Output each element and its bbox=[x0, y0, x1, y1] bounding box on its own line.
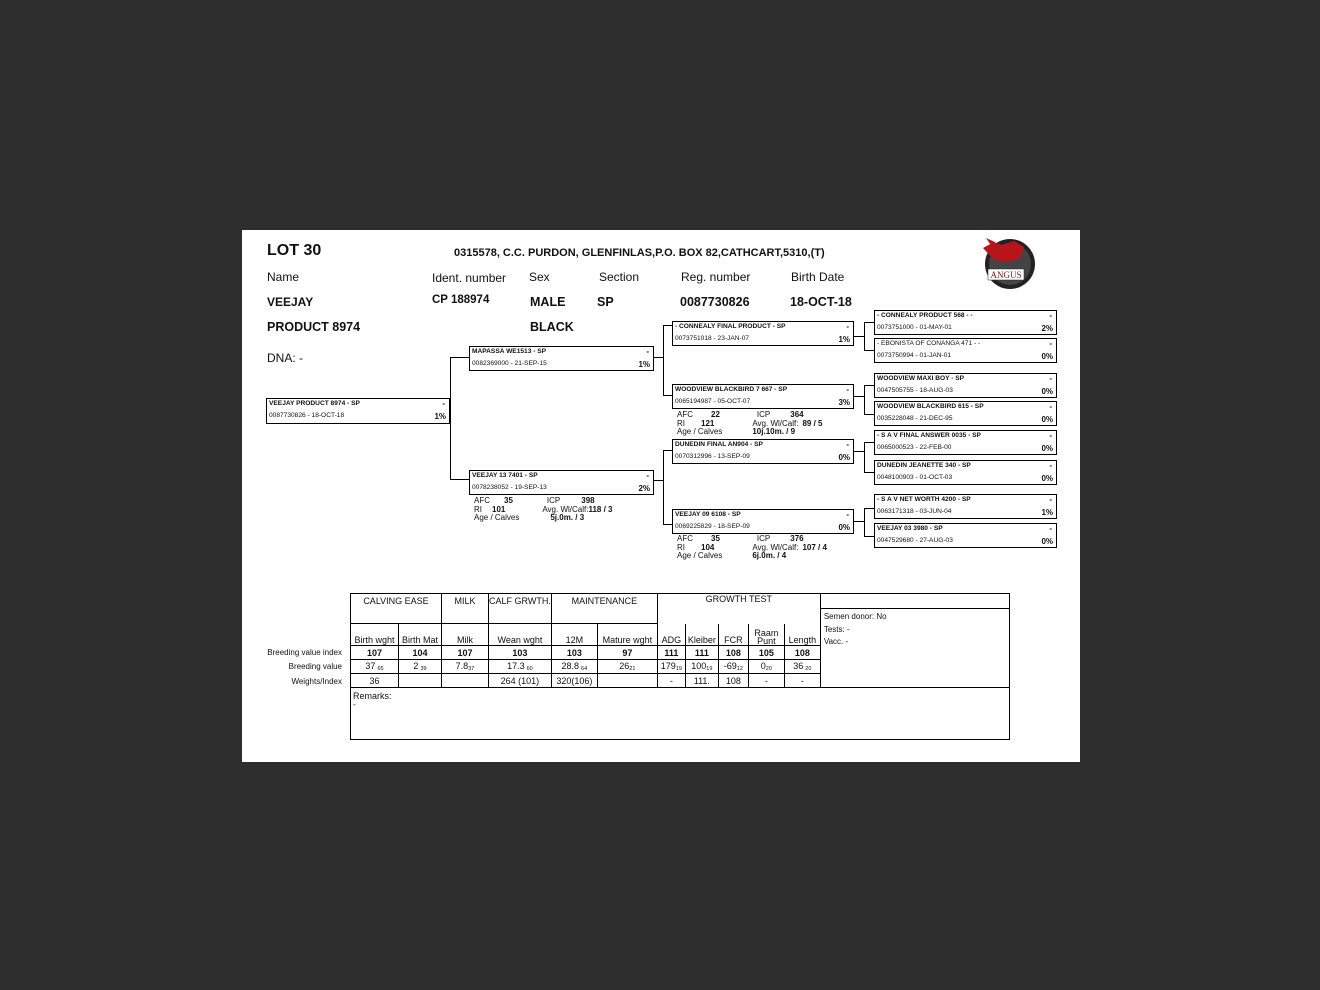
stat-value: 376 bbox=[790, 534, 804, 543]
pedigree-sds bbox=[874, 373, 1057, 398]
value-cell bbox=[399, 660, 442, 674]
reg-header: Reg. number bbox=[681, 270, 751, 284]
semen-panel bbox=[820, 594, 1009, 688]
pedigree-sire-dam bbox=[672, 384, 854, 409]
value-text: 36 bbox=[793, 661, 804, 671]
stat-value: 6j.0m. / 4 bbox=[752, 551, 787, 560]
accuracy: 20 bbox=[805, 666, 812, 672]
pedigree-pct: 1% bbox=[838, 335, 850, 344]
animal-sex: MALE bbox=[530, 295, 566, 309]
pedigree-dash: - bbox=[646, 347, 649, 356]
pedigree-name: - CONNEALY FINAL PRODUCT - SP bbox=[675, 323, 786, 330]
pedigree-pct: 0% bbox=[1041, 387, 1053, 396]
value-cell bbox=[597, 660, 657, 674]
col-kleiber: Kleiber bbox=[685, 624, 718, 646]
accuracy: 12 bbox=[736, 666, 743, 672]
pedigree-name: VEEJAY 09 6108 - SP bbox=[675, 511, 741, 518]
pedigree-pct: 2% bbox=[1041, 324, 1053, 333]
pedigree-sire bbox=[469, 346, 654, 371]
col-mature-wght: Mature wght bbox=[597, 624, 657, 646]
col-adg: ADG bbox=[657, 624, 685, 646]
weights-cell: - bbox=[748, 674, 784, 688]
stat-value: 364 bbox=[790, 410, 804, 419]
weights-cell: - bbox=[784, 674, 820, 688]
pedigree-detail: 0073751000 - 01-MAY-01 bbox=[877, 324, 952, 331]
value-text: 17.3 bbox=[507, 661, 525, 671]
dam-dam-stats bbox=[677, 535, 827, 561]
lot-number: LOT 30 bbox=[267, 242, 322, 259]
pedigree-detail: 0048100903 - 01-OCT-03 bbox=[877, 474, 953, 481]
pedigree-name: VEEJAY 03 3980 - SP bbox=[877, 525, 943, 532]
pedigree-dss bbox=[874, 430, 1057, 455]
row-label-value: Breeding value bbox=[288, 662, 342, 671]
accuracy: 19 bbox=[675, 666, 682, 672]
row-label-weights: Weights/Index bbox=[291, 677, 342, 686]
weights-cell bbox=[442, 674, 489, 688]
index-cell: 103 bbox=[489, 646, 552, 660]
sire-dam-stats bbox=[677, 411, 822, 437]
pedigree-dam-sire bbox=[672, 439, 854, 464]
pedigree-detail: 0035228048 - 21-DEC-95 bbox=[877, 415, 953, 422]
pedigree-name: - CONNEALY PRODUCT 568 - - bbox=[877, 312, 973, 319]
index-cell: 111 bbox=[657, 646, 685, 660]
col-milk: Milk bbox=[442, 624, 489, 646]
accuracy: 37 bbox=[468, 666, 475, 672]
weights-cell: - bbox=[657, 674, 685, 688]
col-length: Length bbox=[784, 624, 820, 646]
index-cell: 103 bbox=[551, 646, 597, 660]
pedigree-sdd bbox=[874, 401, 1057, 426]
pedigree-dash: - bbox=[846, 385, 849, 394]
pedigree-ssd bbox=[874, 338, 1057, 363]
value-text: 2 bbox=[413, 661, 419, 671]
pedigree-pct: 0% bbox=[838, 453, 850, 462]
value-cell bbox=[718, 660, 748, 674]
pedigree-dash: - bbox=[646, 471, 649, 480]
value-cell bbox=[442, 660, 489, 674]
stat-value: 22 bbox=[711, 410, 720, 419]
index-cell: 97 bbox=[597, 646, 657, 660]
pedigree-dam-dam bbox=[672, 509, 854, 534]
pedigree-detail: 0069225829 - 18-SEP-09 bbox=[675, 523, 750, 530]
stat-label: AFC bbox=[677, 534, 693, 543]
stat-label: RI bbox=[677, 418, 685, 428]
pedigree-pct: 0% bbox=[1041, 444, 1053, 453]
animal-colour: BLACK bbox=[530, 320, 574, 334]
angus-bull-logo-icon bbox=[980, 236, 1036, 290]
accuracy: 21 bbox=[629, 666, 636, 672]
pedigree-dash: - bbox=[1049, 374, 1052, 383]
tests: Tests: - bbox=[823, 624, 850, 634]
pedigree-name: WOODVIEW MAXI BOY - SP bbox=[877, 375, 965, 382]
stat-label: Avg. Wl/Calf: bbox=[542, 504, 589, 514]
stat-value: 5j.0m. / 3 bbox=[550, 513, 585, 522]
stat-value: 398 bbox=[581, 496, 595, 505]
pedigree-pct: 1% bbox=[638, 360, 650, 369]
pedigree-name: - S A V FINAL ANSWER 0035 - SP bbox=[877, 432, 981, 439]
row-label-index: Breeding value index bbox=[267, 648, 342, 657]
logo-text: ANGUS bbox=[990, 270, 1022, 280]
pedigree-detail: 0047529680 - 27-AUG-03 bbox=[877, 537, 953, 544]
stat-label: ICP bbox=[756, 534, 771, 543]
value-cell bbox=[748, 660, 784, 674]
pedigree-pct: 1% bbox=[1041, 508, 1053, 517]
stat-label: Avg. Wl/Calf: bbox=[752, 542, 799, 552]
pedigree-pct: 0% bbox=[1041, 474, 1053, 483]
pedigree-detail: 0087730826 - 18-OCT-18 bbox=[269, 412, 345, 419]
pedigree-detail: 0047505755 - 18-AUG-03 bbox=[877, 387, 953, 394]
stat-value: 101 bbox=[492, 504, 506, 514]
accuracy: 60 bbox=[526, 666, 533, 672]
animal-ident: CP 188974 bbox=[432, 294, 490, 306]
pedigree-detail: 0063171318 - 03-JUN-04 bbox=[877, 508, 952, 515]
index-cell: 107 bbox=[351, 646, 399, 660]
pedigree-name: MAPASSA WE1513 - SP bbox=[472, 348, 547, 355]
pedigree-dash: - bbox=[1049, 461, 1052, 470]
index-cell: 105 bbox=[748, 646, 784, 660]
stat-value: 35 bbox=[504, 496, 513, 505]
value-cell bbox=[784, 660, 820, 674]
pedigree-detail: 0073750994 - 01-JAN-01 bbox=[877, 352, 952, 359]
animal-name-2: PRODUCT 8974 bbox=[267, 320, 361, 334]
stat-value: 35 bbox=[711, 534, 720, 543]
dam-stats bbox=[474, 497, 612, 523]
pedigree-dsd bbox=[874, 460, 1057, 485]
value-text: 28.8 bbox=[561, 661, 580, 671]
accuracy: 20 bbox=[765, 666, 772, 672]
pedigree-name: VEEJAY 13 7401 - SP bbox=[472, 472, 538, 479]
pedigree-pct: 1% bbox=[434, 412, 446, 421]
pedigree-dash: - bbox=[846, 440, 849, 449]
pedigree-pct: 0% bbox=[838, 523, 850, 532]
stat-label: RI bbox=[474, 504, 482, 514]
value-cell bbox=[489, 660, 552, 674]
weights-cell: 108 bbox=[718, 674, 748, 688]
pedigree-name: DUNEDIN FINAL AN904 - SP bbox=[675, 441, 763, 448]
group-growth-test: GROWTH TEST bbox=[657, 594, 820, 624]
pedigree-name: VEEJAY PRODUCT 8974 - SP bbox=[269, 400, 360, 407]
pedigree-detail: 0082369000 - 21-SEP-15 bbox=[472, 360, 547, 367]
col-birth-wght: Birth wght bbox=[351, 624, 399, 646]
index-cell: 108 bbox=[784, 646, 820, 660]
pedigree-name: WOODVIEW BLACKBIRD 7 667 - SP bbox=[675, 386, 788, 393]
group-maintenance: MAINTENANCE bbox=[551, 594, 657, 624]
group-calving-ease: CALVING EASE bbox=[351, 594, 442, 624]
name-header: Name bbox=[267, 270, 300, 284]
breeder-info: 0315578, C.C. PURDON, GLENFINLAS,P.O. BOX 82,CATHCART,5310,(T) bbox=[454, 247, 825, 259]
ebv-table bbox=[350, 593, 1010, 740]
birth-header: Birth Date bbox=[791, 270, 845, 284]
stat-value: 10j.10m. / 9 bbox=[752, 427, 796, 436]
stat-value: 121 bbox=[701, 418, 715, 428]
accuracy: 65 bbox=[377, 666, 384, 672]
pedigree-detail: 0070312996 - 13-SEP-09 bbox=[675, 453, 750, 460]
col-wean-wght: Wean wght bbox=[489, 624, 552, 646]
group-calf-growth: CALF GRWTH. bbox=[489, 594, 552, 624]
pedigree-self bbox=[266, 398, 450, 424]
group-milk: MILK bbox=[442, 594, 489, 624]
stat-label: AFC bbox=[474, 496, 490, 505]
stat-label: Age / Calves bbox=[677, 551, 723, 560]
pedigree-name: DUNEDIN JEANETTE 340 - SP bbox=[877, 462, 971, 469]
index-cell: 111 bbox=[685, 646, 718, 660]
pedigree-dash: - bbox=[846, 322, 849, 331]
pedigree-dash: - bbox=[1049, 495, 1052, 504]
pedigree-pct: 3% bbox=[838, 398, 850, 407]
weights-cell: 111. bbox=[685, 674, 718, 688]
pedigree-dash: - bbox=[1049, 339, 1052, 348]
value-text: 26 bbox=[619, 661, 630, 671]
stat-value: 89 / 5 bbox=[802, 418, 823, 428]
pedigree-sss bbox=[874, 310, 1057, 335]
weights-cell bbox=[597, 674, 657, 688]
ident-header: Ident. number bbox=[432, 271, 507, 285]
pedigree-pct: 0% bbox=[1041, 537, 1053, 546]
remarks-text: - bbox=[353, 700, 356, 709]
col-birth-mat: Birth Mat bbox=[399, 624, 442, 646]
stat-label: AFC bbox=[677, 410, 693, 419]
value-cell bbox=[657, 660, 685, 674]
remarks-label: Remarks: bbox=[353, 691, 392, 701]
pedigree-pct: 2% bbox=[638, 484, 650, 493]
pedigree-dash: - bbox=[1049, 524, 1052, 533]
stat-value: 118 / 3 bbox=[588, 504, 613, 514]
accuracy: 39 bbox=[420, 666, 427, 672]
value-cell bbox=[351, 660, 399, 674]
weights-cell: 264 (101) bbox=[489, 674, 552, 688]
pedigree-detail: 0065000523 - 22-FEB-00 bbox=[877, 444, 952, 451]
value-text: 179 bbox=[660, 661, 676, 671]
value-text: 0 bbox=[760, 661, 766, 671]
weights-cell: 320(106) bbox=[551, 674, 597, 688]
section-header: Section bbox=[599, 270, 640, 284]
accuracy: 19 bbox=[706, 666, 713, 672]
animal-birth: 18-OCT-18 bbox=[790, 295, 852, 309]
stat-label: ICP bbox=[546, 496, 561, 505]
pedigree-ddd bbox=[874, 523, 1057, 548]
pedigree-name: WOODVIEW BLACKBIRD 615 - SP bbox=[877, 403, 984, 410]
dna-label: DNA: - bbox=[267, 351, 303, 365]
pedigree-detail: 0065194987 - 05-OCT-07 bbox=[675, 398, 751, 405]
value-text: -69 bbox=[723, 661, 737, 671]
animal-reg: 0087730826 bbox=[680, 295, 750, 309]
index-cell: 107 bbox=[442, 646, 489, 660]
pedigree-dash: - bbox=[846, 510, 849, 519]
animal-section: SP bbox=[597, 295, 614, 309]
stat-label: Age / Calves bbox=[677, 427, 723, 436]
col-12m: 12M bbox=[551, 624, 597, 646]
pedigree-dash: - bbox=[1049, 311, 1052, 320]
vacc: Vacc. - bbox=[823, 637, 849, 646]
value-cell bbox=[551, 660, 597, 674]
sex-header: Sex bbox=[529, 270, 550, 284]
weights-cell bbox=[399, 674, 442, 688]
col-raam-punt: Raam Punt bbox=[748, 624, 784, 646]
pedigree-name: - EBONISTA OF CONANGA 471 - - bbox=[877, 340, 981, 347]
pedigree-detail: 0073751018 - 23-JAN-07 bbox=[675, 335, 750, 342]
col-fcr: FCR bbox=[718, 624, 748, 646]
animal-name-1: VEEJAY bbox=[267, 295, 314, 309]
remarks-box bbox=[351, 688, 1010, 740]
stat-label: Avg. Wl/Calf: bbox=[752, 418, 799, 428]
pedigree-name: - S A V NET WORTH 4200 - SP bbox=[877, 496, 971, 503]
stat-label: ICP bbox=[756, 410, 771, 419]
stat-value: 104 bbox=[701, 542, 715, 552]
pedigree-sire-sire bbox=[672, 321, 854, 346]
value-text: 100 bbox=[691, 661, 707, 671]
stat-label: RI bbox=[677, 542, 685, 552]
semen-donor: Semen donor: No bbox=[823, 612, 887, 621]
pedigree-detail: 0078238052 - 19-SEP-13 bbox=[472, 484, 547, 491]
pedigree-dash: - bbox=[1049, 402, 1052, 411]
index-cell: 104 bbox=[399, 646, 442, 660]
value-cell bbox=[685, 660, 718, 674]
pedigree-dash: - bbox=[442, 399, 445, 408]
value-text: 7.8 bbox=[455, 661, 469, 671]
pedigree-pct: 0% bbox=[1041, 352, 1053, 361]
accuracy: 64 bbox=[581, 666, 588, 672]
weights-cell: 36 bbox=[351, 674, 399, 688]
stat-value: 107 / 4 bbox=[802, 542, 827, 552]
pedigree-sheet bbox=[242, 230, 1080, 762]
stat-label: Age / Calves bbox=[474, 513, 520, 522]
value-text: 37 bbox=[365, 661, 376, 671]
pedigree-pct: 0% bbox=[1041, 415, 1053, 424]
index-cell: 108 bbox=[718, 646, 748, 660]
pedigree-dam bbox=[469, 470, 654, 495]
pedigree-dash: - bbox=[1049, 431, 1052, 440]
pedigree-dds bbox=[874, 494, 1057, 519]
